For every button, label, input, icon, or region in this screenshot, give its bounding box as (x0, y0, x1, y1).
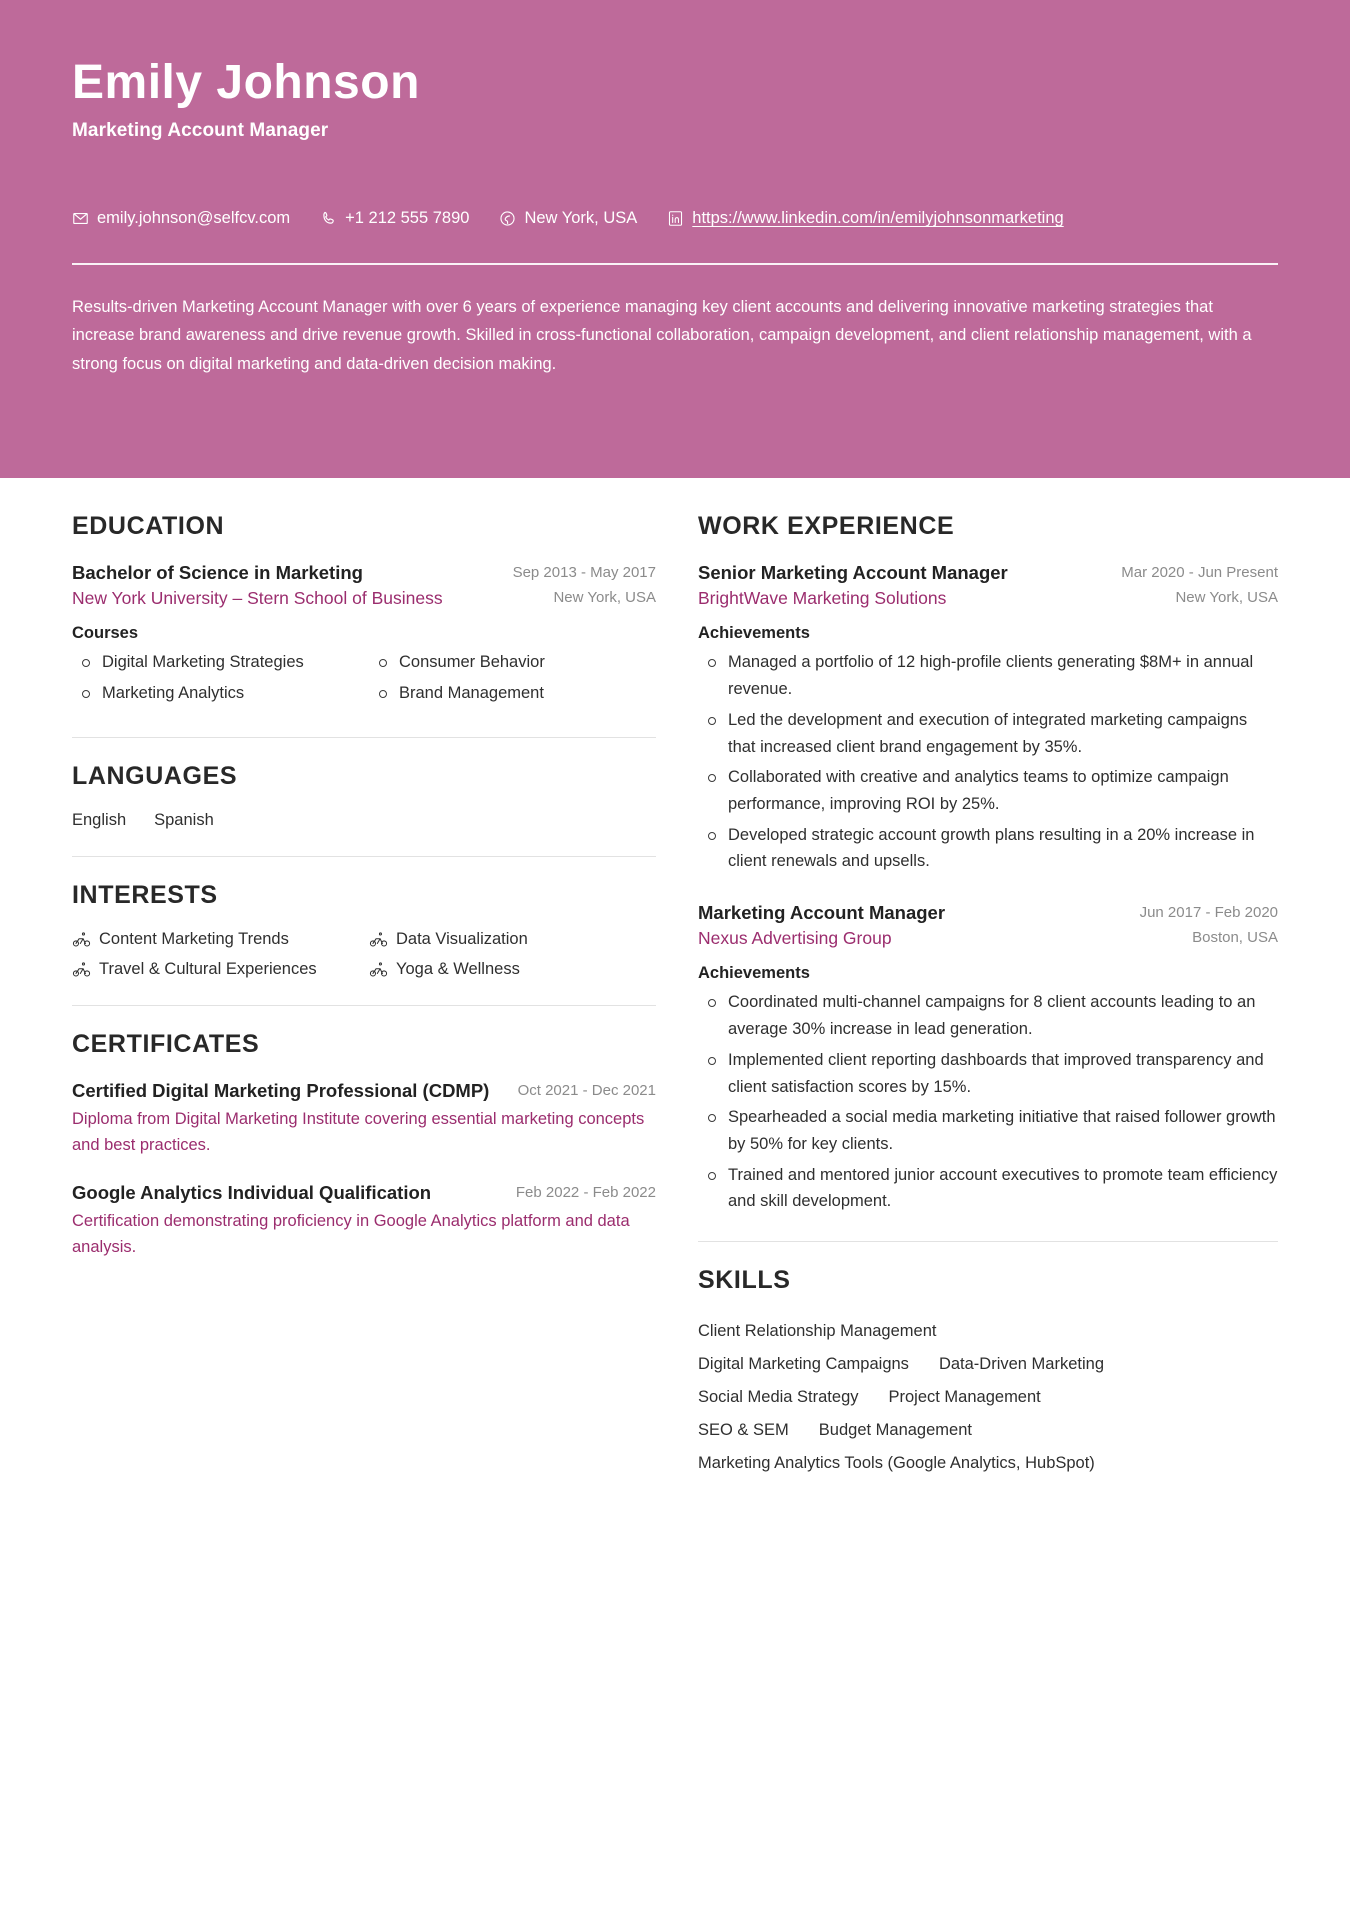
skill-item: Client Relationship Management (698, 1322, 937, 1341)
skills-row (698, 1414, 1278, 1447)
list-item (369, 960, 656, 979)
section-divider (72, 1005, 656, 1006)
list-item: English (72, 810, 127, 829)
left-column (72, 478, 656, 1282)
professional-summary: Results-driven Marketing Account Manager with over 6 years of experience managing key client accounts and delivering innovative marketing strategies that increase brand awareness and drive revenue growth. Skilled in cross-functional collaboration, campaign development, and client relationship management, with a strong focus on digital marketing and data-driven decision making. (72, 297, 1252, 373)
contact-location-label: New York, USA (524, 209, 638, 227)
work-location: Boston, USA (1192, 929, 1278, 947)
work-role: Marketing Account Manager (698, 902, 946, 924)
education-school: New York University – Stern School of Business (72, 587, 443, 608)
location-icon (499, 210, 516, 227)
section-title-certificates: CERTIFICATES (72, 1029, 260, 1058)
list-item: Consumer Behavior (369, 649, 656, 676)
certificate-entry (72, 1079, 656, 1159)
interests-list (72, 930, 656, 979)
achievements-list (698, 989, 1278, 1215)
skills-row (698, 1348, 1278, 1381)
certificate-name: Google Analytics Individual Qualification (72, 1181, 432, 1203)
languages-list (72, 811, 656, 830)
section-work-experience (698, 512, 1278, 1215)
list-item (72, 960, 359, 979)
contact-phone[interactable] (320, 210, 469, 227)
linkedin-icon (667, 210, 684, 227)
certificate-dates: Oct 2021 - Dec 2021 (517, 1081, 656, 1099)
bicycle-icon (369, 960, 388, 979)
header-divider (72, 263, 1278, 265)
list-item: Marketing Analytics (72, 680, 359, 707)
section-title-work-experience: WORK EXPERIENCE (698, 512, 955, 540)
work-entry (698, 561, 1278, 875)
achievements-list (698, 649, 1278, 875)
courses-label: Courses (72, 624, 139, 643)
bicycle-icon (72, 960, 91, 979)
certificate-dates: Feb 2022 - Feb 2022 (515, 1183, 656, 1201)
education-location: New York, USA (553, 588, 656, 606)
envelope-icon (72, 210, 89, 227)
interest-label: Data Visualization (396, 929, 528, 948)
section-title-skills: SKILLS (698, 1266, 791, 1295)
work-dates: Mar 2020 - Jun Present (1121, 564, 1278, 581)
certificate-description: Certification demonstrating proficiency in Google Analytics platform and data analysis. (72, 1211, 630, 1256)
education-degree: Bachelor of Science in Marketing (72, 562, 363, 583)
list-item: Developed strategic account growth plans resulting in a 20% increase in client renewals and upsells. (698, 822, 1278, 875)
work-dates: Jun 2017 - Feb 2020 (1139, 904, 1278, 922)
contact-location (499, 210, 637, 227)
courses-list (72, 649, 656, 710)
section-title-languages: LANGUAGES (72, 761, 238, 790)
skill-item: Budget Management (818, 1421, 972, 1440)
list-item: Coordinated multi-channel campaigns for 8 client accounts leading to an average 30% increase in lead generation. (698, 989, 1278, 1042)
achievements-label: Achievements (698, 624, 810, 643)
section-divider (698, 1241, 1278, 1242)
list-item: Implemented client reporting dashboards that improved transparency and client satisfaction scores by 15%. (698, 1047, 1278, 1100)
list-item: Brand Management (369, 680, 656, 707)
list-item: Digital Marketing Strategies (72, 649, 359, 676)
job-title-subtitle: Marketing Account Manager (72, 119, 329, 141)
section-title-education: EDUCATION (72, 512, 225, 540)
list-item: Spanish (154, 810, 214, 829)
section-divider (72, 737, 656, 738)
work-location: New York, USA (1175, 588, 1278, 606)
page-title: Emily Johnson (72, 56, 420, 109)
list-item: Trained and mentored junior account executives to promote team efficiency and skill development. (698, 1162, 1278, 1215)
contact-linkedin-link[interactable]: https://www.linkedin.com/in/emilyjohnsonmarketing (692, 209, 1064, 227)
section-title-interests: INTERESTS (72, 880, 218, 909)
certificate-name: Certified Digital Marketing Professional (CDMP) (72, 1079, 490, 1101)
skill-item: Social Media Strategy (698, 1388, 859, 1407)
resume-body (0, 478, 1350, 1480)
interest-label: Yoga & Wellness (396, 959, 520, 978)
education-dates: Sep 2013 - May 2017 (512, 564, 656, 581)
list-item: Led the development and execution of integrated marketing campaigns that increased client brand engagement by 35%. (698, 707, 1278, 760)
certificate-entry (72, 1181, 656, 1261)
section-divider (72, 856, 656, 857)
list-item: Collaborated with creative and analytics teams to optimize campaign performance, improving ROI by 25%. (698, 764, 1278, 817)
work-company: BrightWave Marketing Solutions (698, 587, 947, 608)
skills-row (698, 1315, 1278, 1348)
resume-header (0, 0, 1350, 478)
skills-row (698, 1447, 1278, 1480)
phone-icon (320, 210, 337, 227)
section-languages (72, 762, 656, 830)
right-column (698, 478, 1278, 1480)
skill-item: Marketing Analytics Tools (Google Analytics, HubSpot) (698, 1454, 1095, 1473)
contact-email-label: emily.johnson@selfcv.com (97, 209, 291, 227)
interest-label: Content Marketing Trends (99, 929, 289, 948)
work-role: Senior Marketing Account Manager (698, 562, 1008, 583)
list-item (72, 930, 359, 949)
list-item: Managed a portfolio of 12 high-profile clients generating $8M+ in annual revenue. (698, 649, 1278, 702)
list-item: Spearheaded a social media marketing initiative that raised follower growth by 50% for key clients. (698, 1104, 1278, 1157)
skills-list (698, 1315, 1278, 1480)
bicycle-icon (369, 930, 388, 949)
contact-row (72, 210, 1278, 227)
section-skills (698, 1266, 1278, 1480)
certificate-description: Diploma from Digital Marketing Institute covering essential marketing concepts and best practices. (72, 1109, 645, 1155)
contact-email[interactable] (72, 210, 290, 227)
section-certificates (72, 1030, 656, 1261)
work-entry (698, 901, 1278, 1215)
skill-item: Data-Driven Marketing (938, 1355, 1104, 1374)
list-item (369, 930, 656, 949)
work-company: Nexus Advertising Group (698, 928, 892, 949)
achievements-label: Achievements (698, 964, 810, 983)
skill-item: Digital Marketing Campaigns (698, 1355, 909, 1374)
skill-item: Project Management (888, 1388, 1041, 1407)
skills-row (698, 1381, 1278, 1414)
section-interests (72, 881, 656, 979)
contact-linkedin[interactable] (667, 210, 1063, 227)
skill-item: SEO & SEM (698, 1421, 789, 1440)
education-entry (72, 561, 656, 711)
bicycle-icon (72, 930, 91, 949)
section-education (72, 512, 656, 711)
contact-phone-label: +1 212 555 7890 (345, 209, 470, 227)
interest-label: Travel & Cultural Experiences (99, 959, 317, 978)
